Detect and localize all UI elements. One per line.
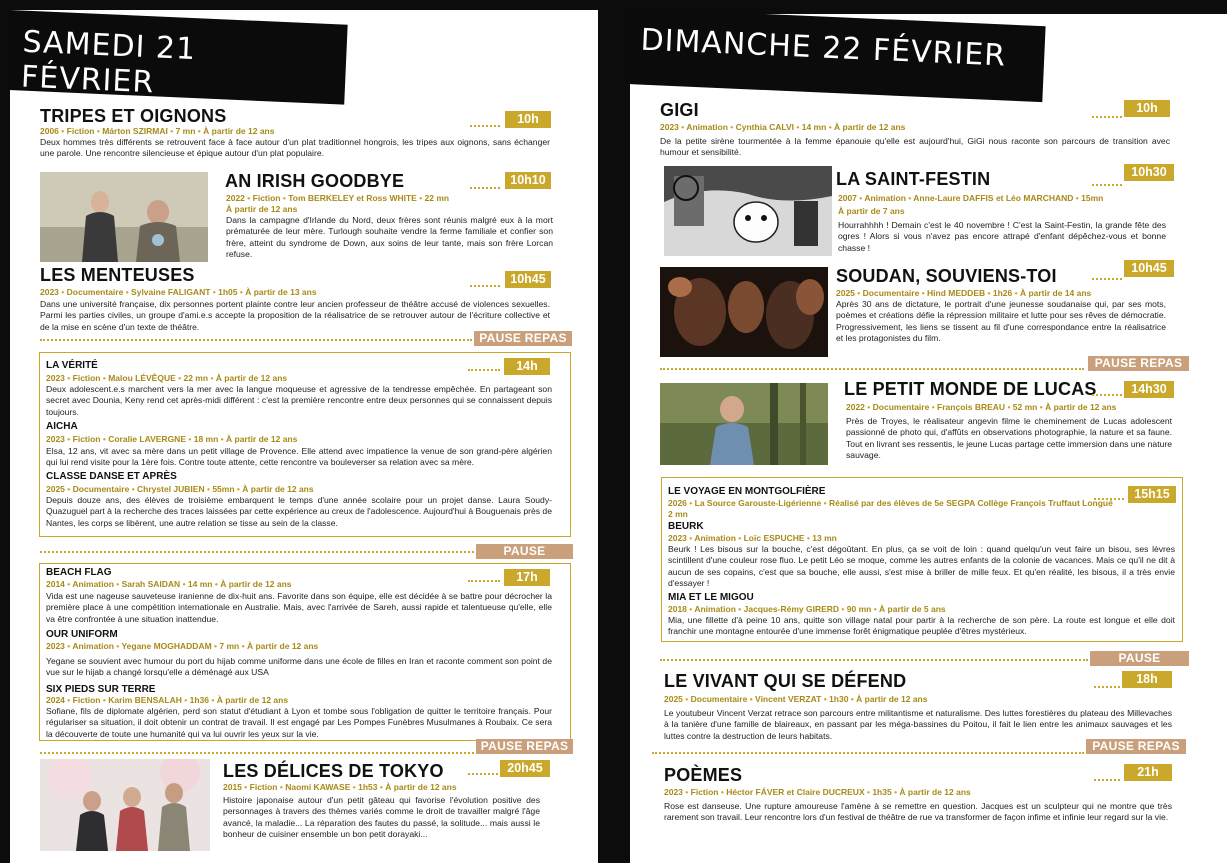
film-meta: 2023 • Animation • Loïc ESPUCHE • 13 mn <box>668 533 837 543</box>
film-title: POÈMES <box>664 765 743 785</box>
film-title: LE VOYAGE EN MONTGOLFIÈRE <box>668 486 826 497</box>
film-description: Deux adolescent.e.s marchent vers la mer avec la langue moqueuse et agressive de la tendresse empêchée. En partageant son secret avec Dounia, Keny rend cet après-midi différent : c'est la première rencontre entre deux personnes qui se connaissent depuis toujours. <box>46 384 552 417</box>
break-label-lunch: PAUSE REPAS <box>1088 356 1189 371</box>
film-meta: 2026 • La Source Garouste-Ligérienne • Réalisé par des élèves de 5e SEGPA Collège François Truffaut Longué <box>668 498 1113 508</box>
time-leader-dots <box>468 579 500 582</box>
time-badge: 10h45 <box>505 271 551 288</box>
film-meta: 2022 • Fiction • Tom BERKELEY et Ross WHITE • 22 mn <box>226 193 449 203</box>
break-label-pause: PAUSE <box>1090 651 1189 666</box>
film-meta: 2023 • Fiction • Héctor FÁVER et Claire DUCREUX • 1h35 • À partir de 12 ans <box>664 787 971 797</box>
time-leader-dots <box>1092 183 1122 186</box>
film-still-saint-festin <box>664 166 832 256</box>
film-description: Après 30 ans de dictature, le portrait d'une jeunesse soudanaise qui, par ses mots, poèmes et créations défie la répression militaire et lutte pour ses rêves de démocratie. Progressivement, les liens se tissent au fil d'une correspondance entre la réalisatrice et les protagonistes du film. <box>836 299 1166 343</box>
day-banner-saturday: SAMEDI 21 FÉVRIER <box>7 10 348 105</box>
time-badge: 14h30 <box>1124 381 1174 398</box>
film-description: Rose est danseuse. Une rupture amoureuse l'amène à se remettre en question. Jacques est un sculpteur qui ne montre que très rarement son travail. Leur rencontre lors d'un festival de théâtre de rue va transformer de façon infime et infinie leur regard sur la vie. <box>664 801 1172 823</box>
film-title: MIA ET LE MIGOU <box>668 592 754 603</box>
film-description: Dans une université française, dix personnes portent plainte contre leur ancien professeur de théâtre accusé de violences sexuelles. Parmi les parties civiles, un groupe d'ami.e.s accepte la proposition de la réalisatrice de se retrouver autour de l'écriture collective et de la mise en scène d'un texte de théâtre. <box>40 299 550 332</box>
film-meta: 2006 • Fiction • Márton SZIRMAI • 7 mn • À partir de 12 ans <box>40 126 274 136</box>
film-title: CLASSE DANSE ET APRÈS <box>46 471 177 482</box>
film-meta: 2023 • Fiction • Malou LÉVÊQUE • 22 mn • À partir de 12 ans <box>46 373 287 383</box>
time-leader-dots <box>468 368 500 371</box>
film-title: LE VIVANT QUI SE DÉFEND <box>664 671 907 691</box>
break-label-lunch: PAUSE REPAS <box>476 739 573 754</box>
time-leader-dots <box>468 772 498 775</box>
time-leader-dots <box>470 124 500 127</box>
time-badge: 10h30 <box>1124 164 1174 181</box>
film-title: BEURK <box>668 521 704 532</box>
film-meta: 2018 • Animation • Jacques-Rémy GIRERD • 90 mn • À partir de 5 ans <box>668 604 946 614</box>
time-leader-dots <box>1092 277 1122 280</box>
film-meta-duration: 2 mn <box>668 509 688 519</box>
time-leader-dots <box>470 284 500 287</box>
film-meta: 2023 • Documentaire • Sylvaine FALIGANT • 1h05 • À partir de 13 ans <box>40 287 317 297</box>
film-title: OUR UNIFORM <box>46 629 118 640</box>
film-meta: 2007 • Animation • Anne-Laure DAFFIS et Léo MARCHAND • 15mn <box>838 193 1103 203</box>
film-description: Deux hommes très différents se retrouvent face à face autour d'un plat traditionnel hongrois, les tripes aux oignons, sans échanger une parole. Une rencontre silencieuse et épique autour d'un plat populaire. <box>40 137 550 159</box>
film-description: Histoire japonaise autour d'un petit gâteau qui favorise l'évolution positive des personnages à travers des thèmes variés comme le droit de travailler malgré l'âge avancé, la maladie... La réparation des fautes du passé, la solitude... mais aussi le bonheur de cuisiner ensemble un bon petit dorayaki... <box>223 795 540 839</box>
film-meta: 2023 • Animation • Yegane MOGHADDAM • 7 mn • À partir de 12 ans <box>46 641 318 651</box>
break-divider <box>40 339 472 341</box>
film-description: Depuis douze ans, des élèves de troisième embarquent le temps d'une année scolaire pour un projet danse. Laura Soudy-Quazuguel part à la recherche des traces laissées par cette expérience au creux de l'adolescence. Aujourd'hui à Bouguenais près de Nantes, les corps se libèrent, une autre relation se tisse au sein de la classe. <box>46 495 552 528</box>
break-label-pause: PAUSE <box>476 544 573 559</box>
film-description: Près de Troyes, le réalisateur angevin filme le cheminement de Lucas adolescent passionné de photo qui, d'affûts en observations photographie, la nature et sa faune. Tout en livrant ses ressentis, le jeune Lucas partage cette immersion dans une nature sauvage. <box>846 416 1172 460</box>
time-badge: 10h10 <box>505 172 551 189</box>
film-description: De la petite sirène tourmentée à la femme épanouie qu'elle est aujourd'hui, GiGi nous raconte son parcours de transition avec humour et sensibilité. <box>660 136 1170 158</box>
time-leader-dots <box>470 186 500 189</box>
time-badge: 14h <box>504 358 550 375</box>
film-description: Mia, une fillette d'à peine 10 ans, quitte son village natal pour partir à la recherche de son père. La route est longue et elle doit franchir une montagne entourée d'une immense forêt énigmatique peuplée d'êtres mystérieux. <box>668 615 1175 637</box>
film-title: LA VÉRITÉ <box>46 360 98 371</box>
time-badge: 10h <box>1124 100 1170 117</box>
film-description: Le youtubeur Vincent Verzat retrace son parcours entre militantisme et naturalisme. Des luttes forestières du plateau des Millevaches à la tanière d'une famille de blaireaux, en passant par les méga-bassines du Poitou, il fait le lien entre les animaux sauvages et les luttes contre la destruction de leurs habitats. <box>664 708 1172 741</box>
film-title: LA SAINT-FESTIN <box>836 169 991 189</box>
film-title: LES MENTEUSES <box>40 265 195 285</box>
film-description: Beurk ! Les bisous sur la bouche, c'est dégoûtant. En plus, ça se voit de loin : quand quelqu'un veut faire un bisou, ses lèvres scintillent d'une couleur rose fluo. Le petit Léo se moque, comme les autres enfants de la colonie de vacances. Mais ce qu'il ne dit à aucun de ses copains, c'est que sa bouche, elle aussi, s'est mise à briller de mille feux. Et qu'en réalité, les bisous, il a très envie d'essayer ! <box>668 544 1175 588</box>
film-title: BEACH FLAG <box>46 567 112 578</box>
film-meta: 2014 • Animation • Sarah SAIDAN • 14 mn • À partir de 12 ans <box>46 579 292 589</box>
film-description: Vida est une nageuse sauveteuse iranienne de dix-huit ans. Favorite dans son équipe, elle est décidée à se battre pour décrocher la première place à une compétition internationale en Australie. Mais, avec l'arrivée de Sareh, aussi rapide et talentueuse qu'elle, elle va être confrontée à une situation inattendue. <box>46 591 552 624</box>
time-badge: 18h <box>1122 671 1172 688</box>
time-badge: 20h45 <box>500 760 550 777</box>
film-meta-age: À partir de 7 ans <box>838 206 905 216</box>
time-badge: 10h45 <box>1124 260 1174 277</box>
film-meta: 2023 • Animation • Cynthia CALVI • 14 mn • À partir de 12 ans <box>660 122 905 132</box>
film-meta: 2025 • Documentaire • Vincent VERZAT • 1h30 • À partir de 12 ans <box>664 694 927 704</box>
film-still-delices-de-tokyo <box>40 759 210 851</box>
film-meta: 2024 • Fiction • Karim BENSALAH • 1h36 • À partir de 12 ans <box>46 695 288 705</box>
film-description: Elsa, 12 ans, vit avec sa mère dans un petit village de Provence. Elle attend avec impatience la venue de son grand-père algérien qui lui rend visite pour la 1ère fois. Contre toute attente, cette rencontre va bouleverser sa relation avec sa mère. <box>46 446 552 468</box>
break-divider <box>40 551 474 553</box>
film-title: SIX PIEDS SUR TERRE <box>46 684 156 695</box>
film-still-irish-goodbye <box>40 172 208 262</box>
break-divider <box>652 752 1084 754</box>
film-meta: 2025 • Documentaire • Chrystel JUBIEN • 55mn • À partir de 12 ans <box>46 484 314 494</box>
time-leader-dots <box>1092 115 1122 118</box>
time-leader-dots <box>1094 778 1120 781</box>
day-banner-sunday: DIMANCHE 22 FÉVRIER <box>625 8 1046 102</box>
film-meta: 2015 • Fiction • Naomi KAWASE • 1h53 • À partir de 12 ans <box>223 782 457 792</box>
time-leader-dots <box>1094 685 1120 688</box>
film-title: LE PETIT MONDE DE LUCAS <box>844 379 1097 399</box>
time-badge: 10h <box>505 111 551 128</box>
time-badge: 21h <box>1124 764 1172 781</box>
film-title: GIGI <box>660 100 699 120</box>
break-label-lunch: PAUSE REPAS <box>1086 739 1186 754</box>
break-divider <box>40 752 474 754</box>
break-label-lunch: PAUSE REPAS <box>474 331 572 346</box>
break-divider <box>660 368 1084 370</box>
break-divider <box>660 659 1088 661</box>
film-title: TRIPES ET OIGNONS <box>40 106 227 126</box>
film-title: LES DÉLICES DE TOKYO <box>223 761 444 781</box>
film-still-soudan <box>660 267 828 357</box>
time-badge: 17h <box>504 569 550 586</box>
film-meta-age: À partir de 12 ans <box>226 204 298 214</box>
film-meta: 2022 • Documentaire • François BREAU • 52 mn • À partir de 12 ans <box>846 402 1116 412</box>
time-leader-dots <box>1092 393 1122 396</box>
film-title: AICHA <box>46 421 78 432</box>
film-description: Sofiane, fils de diplomate algérien, perd son statut d'étudiant à Lyon et tombe sous l'obligation de quitter le territoire français. Pour régulariser sa situation, il doit obtenir un contrat de travail. Il est engagé par Les Pompes Funèbres Musulmanes à Roubaix. Ce sera la découverte de toute une humanité qui va lui ouvrir les yeux sur la vie. <box>46 706 552 739</box>
film-description: Hourrahhhh ! Demain c'est le 40 novembre ! C'est la Saint-Festin, la grande fête des ogres ! Alors si vous n'avez pas encore attrapé d'enfant dépêchez-vous et bonne chasse ! <box>838 220 1166 253</box>
film-title: AN IRISH GOODBYE <box>225 171 405 191</box>
film-description: Dans la campagne d'Irlande du Nord, deux frères sont réunis malgré eux à la mort prématurée de leur mère. Turlough souhaite vendre la ferme familiale et confier son frère, atteint du syndrome de Down, aux soins de leur tante, mais son frère Lorcan refuse. <box>226 215 553 259</box>
time-badge: 15h15 <box>1128 486 1176 503</box>
film-description: Yegane se souvient avec humour du port du hijab comme uniforme dans une école de filles en Iran et raconte comment son point de vue sur le hijab a changé lorsqu'elle a déménagé aux USA <box>46 656 552 678</box>
film-title: SOUDAN, SOUVIENS-TOI <box>836 266 1057 286</box>
film-meta: 2025 • Documentaire • Hind MEDDEB • 1h26 • À partir de 14 ans <box>836 288 1091 298</box>
film-still-petit-monde-de-lucas <box>660 383 828 465</box>
film-meta: 2023 • Fiction • Coralie LAVERGNE • 18 mn • À partir de 12 ans <box>46 434 297 444</box>
